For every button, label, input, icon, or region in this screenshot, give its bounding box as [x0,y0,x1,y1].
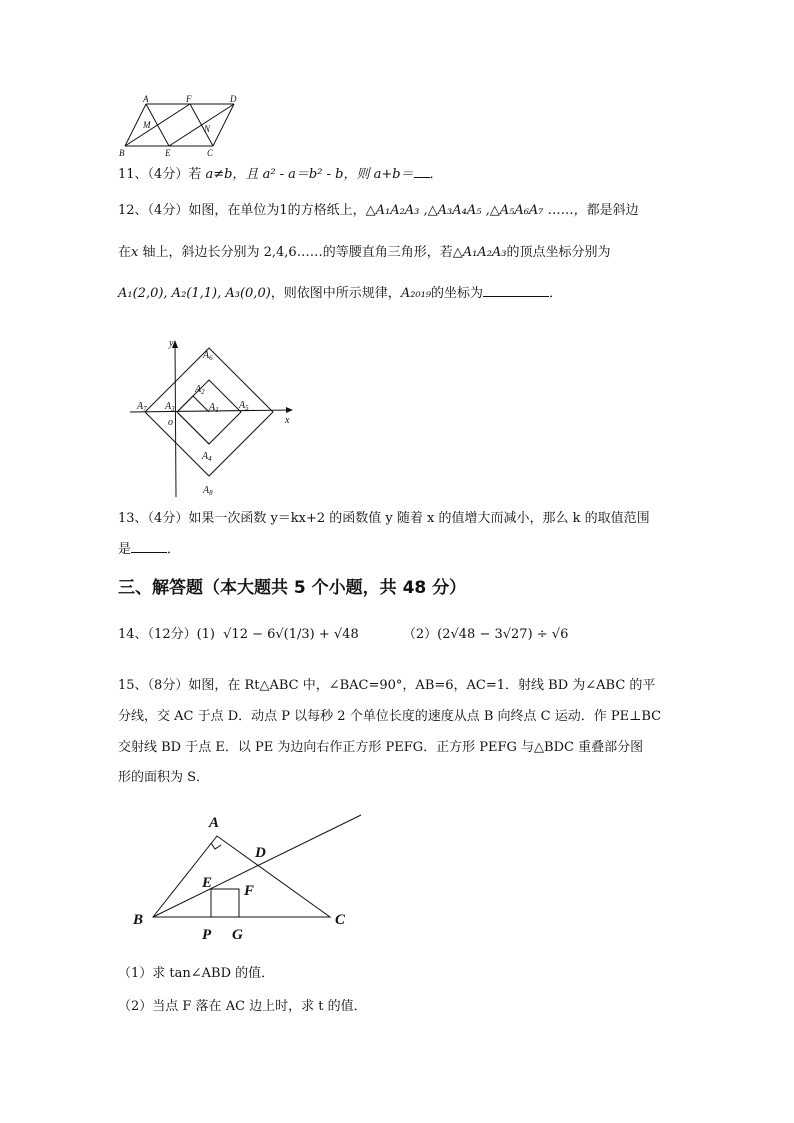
label-A5: $A_5$ [239,400,249,412]
question-15-sub1: （1）求 tan∠ABD 的值． [118,966,275,981]
q14-expression-1: √12 − 6√(1/3) + √48 [223,627,359,642]
label-G: G [232,927,243,943]
q12-target: A₂₀₁₉ [400,286,432,301]
label-A: A [143,94,149,104]
label-origin: o [168,417,173,428]
label-A6: $A_6$ [203,350,213,362]
q13-text: 是 [118,542,132,557]
label-A2: $A_2$ [195,384,205,396]
label-A1: $A_1$ [209,402,219,414]
question-14 [118,626,568,644]
q12-text-end: 都是斜边 [586,203,639,218]
label-D: D [255,845,266,861]
q12-x-var: x [131,245,139,260]
question-13-line1: 13、（4分）如果一次函数 y＝kx+2 的函数值 y 随着 x 的值增大而减小，那么 k 的取值范围 [118,511,650,526]
q12-coords: A₁(2,0), A₂(1,1), A₃(0,0) [118,286,271,301]
coordinate-figure [125,330,305,502]
label-A4: $A_4$ [202,451,212,463]
answer-blank[interactable] [414,177,430,178]
q12-triangle: △A₁A₂A₃ [452,245,507,260]
label-E: E [202,875,213,891]
q14-label: 14、（12分）(1) [118,627,215,642]
label-D: D [230,94,237,104]
label-B: B [119,148,125,158]
label-M: M [143,120,151,130]
q12-text: ． [549,286,563,301]
answer-blank[interactable] [131,552,167,553]
question-12-line3 [118,285,562,303]
question-15-sub2: （2）当点 F 落在 AC 边上时，求 t 的值． [118,999,367,1014]
q12-text: 的顶点坐标分别为 [506,245,611,260]
label-F: F [186,94,192,104]
label-N: N [204,124,211,134]
section-heading: 三、解答题（本大题共 5 个小题，共 48 分） [118,578,467,598]
q14-part2-label: （2） [402,627,438,642]
label-A3: $A_3$ [165,401,175,413]
parallelogram-figure [110,92,260,160]
label-A8: $A_8$ [203,485,213,497]
q11-prefix: 11、（4分）若 [118,167,202,182]
q12-text: 的坐标为 [431,286,484,301]
q12-text: 12、（4分）如图，在单位为1的方格纸上， [118,203,366,218]
question-12-line2 [118,244,611,262]
q13-text: ． [167,542,181,557]
question-15-line3: 交射线 BD 于点 E．以 PE 为边向右作正方形 PEFG．正方形 PEFG 与△BDC 重叠部分图 [118,740,644,755]
label-A7: $A_7$ [137,401,147,413]
question-11 [118,166,443,184]
answer-blank[interactable] [483,296,549,297]
question-12-line1 [118,202,639,220]
q12-text: ，则依图中所示规律， [270,286,401,301]
q11-condition: a≠b，且 a² - a＝b² - b，则 a+b＝ [205,167,414,182]
question-15-line2: 分线，交 AC 于点 D．动点 P 以每秒 2 个单位长度的速度从点 B 向终点 C 运动．作 PE⊥BC [118,709,662,724]
label-x: x [285,415,290,426]
question-15-line1: 15、（8分）如图，在 Rt△ABC 中，∠BAC=90°，AB=6，AC=1．射线 BD 为∠ABC 的平 [118,678,656,693]
q12-text: 在 [118,245,132,260]
question-15-line4: 形的面积为 S． [118,770,210,785]
label-C: C [207,148,214,158]
label-C: C [335,912,346,928]
label-E: E [165,148,171,158]
question-13-line2 [118,541,180,559]
q11-suffix: ． [429,167,443,182]
label-A: A [209,815,220,831]
q12-triangles: △A₁A₂A₃ ,△A₃A₄A₅ ,△A₅A₆A₇ ……， [365,203,587,218]
label-B: B [133,912,144,928]
q14-expression-2: (2√48 − 3√27) ÷ √6 [437,627,569,642]
label-P: P [202,927,212,943]
label-y: y [169,338,174,349]
label-F: F [244,883,255,899]
triangle-figure [125,805,375,945]
q12-text: 轴上，斜边长分别为 2,4,6……的等腰直角三角形，若 [138,245,453,260]
